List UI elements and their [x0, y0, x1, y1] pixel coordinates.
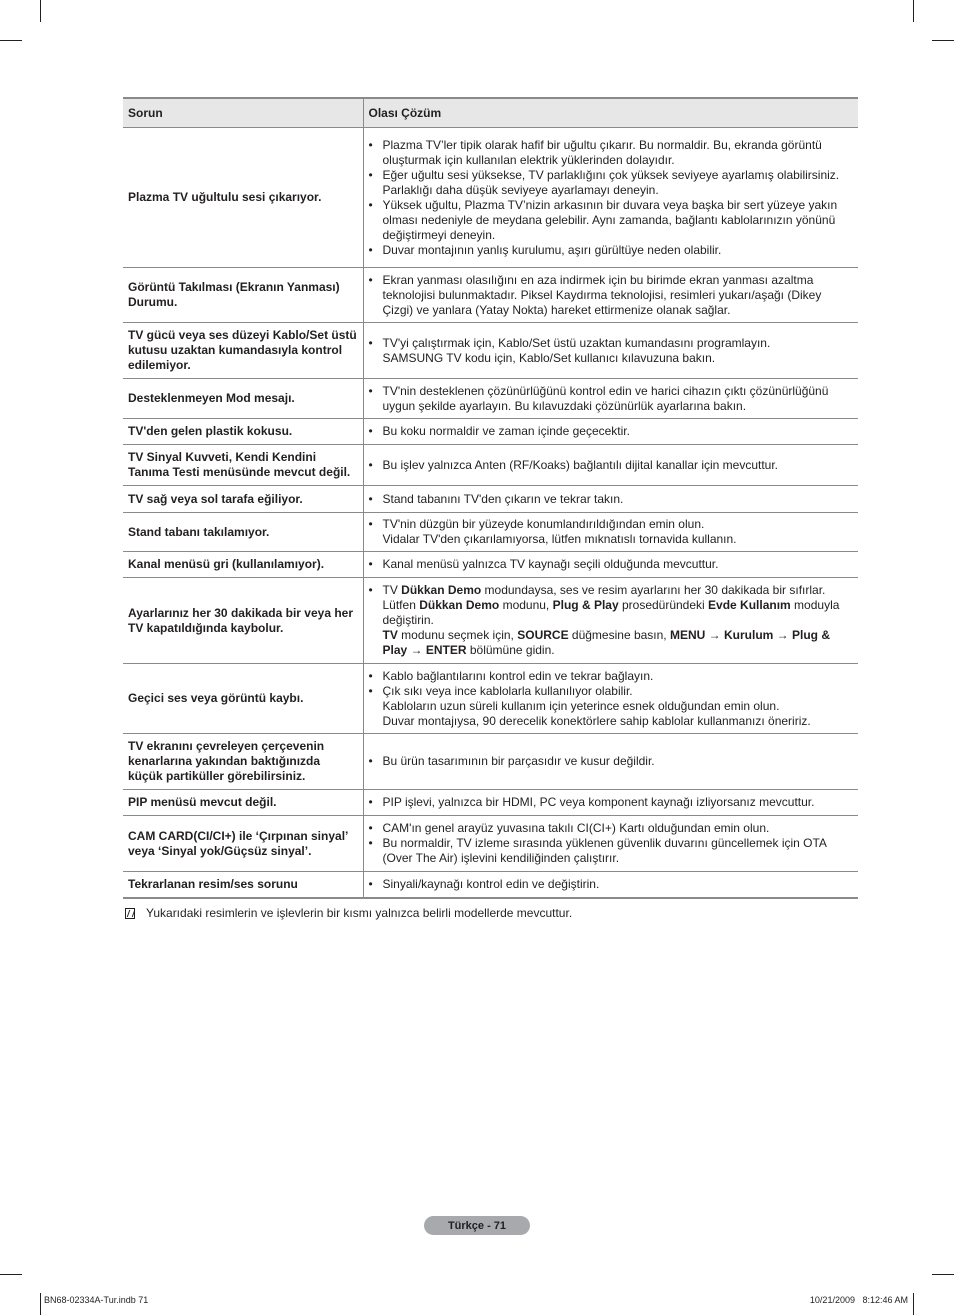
header-solution: Olası Çözüm [363, 98, 858, 128]
crop-mark-top-right-h [932, 40, 954, 41]
table-row [123, 578, 858, 664]
solution-line: • Kanal menüsü yalnızca TV kaynağı seçili olduğunda mevcuttur. [382, 557, 719, 571]
solution-line: Vidalar TV'den çıkarılamıyorsa, lütfen mıknatıslı tornavida kullanın. [382, 532, 737, 546]
solution-cell [363, 128, 858, 268]
solution-item [369, 384, 853, 414]
solution-cell [363, 268, 858, 323]
note-icon [125, 908, 135, 919]
solution-cell [363, 323, 858, 379]
emphasis: TV [382, 628, 398, 642]
solution-item [369, 795, 853, 810]
solution-line: • Stand tabanını TV'den çıkarın ve tekrar takın. [382, 491, 624, 506]
solution-line: • TV'nin düzgün bir yüzeyde konumlandırıldığından emin olun. [382, 517, 705, 531]
emphasis: Dükkan Demo [419, 598, 500, 612]
table-row [123, 268, 858, 323]
solution-list [369, 517, 853, 547]
solution-line: • TV'yi çalıştırmak için, Kablo/Set üstü uzaktan kumandasını programlayın. [382, 335, 771, 350]
solution-cell [363, 816, 858, 872]
solution-list [369, 795, 853, 810]
crop-mark-top-right-v [913, 0, 914, 22]
solution-item [369, 336, 853, 366]
solution-cell [363, 419, 858, 445]
solution-item [369, 198, 853, 243]
problem-cell: TV gücü veya ses düzeyi Kablo/Set üstü kutusu uzaktan kumandasıyla kontrol edilemiyor. [123, 323, 363, 379]
problem-cell: CAM CARD(CI/CI+) ile ‘Çırpınan sinyal’ veya ‘Sinyal yok/Güçsüz sinyal’. [123, 816, 363, 872]
solution-cell [363, 578, 858, 664]
solution-list [369, 458, 853, 473]
solution-item [369, 138, 853, 168]
problem-cell: Tekrarlanan resim/ses sorunu [123, 872, 363, 898]
solution-item [369, 669, 853, 684]
emphasis: Kurulum [724, 628, 774, 642]
emphasis: Dükkan Demo [401, 583, 482, 597]
solution-line: • Ekran yanması olasılığını en aza indirmek için bu birimde ekran yanması azaltma teknolojisi bulunmaktadır. Piksel Kaydırma teknolojisi, resimleri yukarı/aşağı (Dikey Çizgi) ve yanlara (Yatay Nokta) hareket ettirmenize olanak sağlar. [382, 272, 822, 317]
solution-line: • TV Dükkan Demo modundaysa, ses ve resim ayarlarını her 30 dakikada bir sıfırlar. Lütfen Dükkan Demo modunu, Plug & Play prosedüründeki Evde Kullanım moduyla değiştirin. [382, 583, 840, 627]
problem-cell: TV ekranını çevreleyen çerçevenin kenarlarına yakından baktığınızda küçük partiküller görebilirsiniz. [123, 734, 363, 790]
solution-line: • PIP işlevi, yalnızca bir HDMI, PC veya komponent kaynağı izliyorsanız mevcuttur. [382, 795, 815, 809]
solution-list [369, 754, 853, 769]
page-number-badge: Türkçe - 71 [424, 1216, 530, 1235]
note-text: Yukarıdaki resimlerin ve işlevlerin bir kısmı yalnızca belirli modellerde mevcuttur. [146, 906, 573, 920]
solution-cell [363, 513, 858, 552]
solution-cell [363, 379, 858, 419]
solution-cell [363, 790, 858, 816]
table-row [123, 419, 858, 445]
solution-line: • Bu işlev yalnızca Anten (RF/Koaks) bağlantılı dijital kanallar için mevcuttur. [382, 457, 779, 472]
crop-mark-top-left-v [40, 0, 41, 22]
emphasis: MENU [669, 628, 706, 642]
solution-line: TV modunu seçmek için, SOURCE düğmesine basın, MENU → Kurulum → Plug & Play → ENTER bölümüne gidin. [382, 628, 831, 657]
problem-cell: Plazma TV uğultulu sesi çıkarıyor. [123, 128, 363, 268]
solution-line: • Bu koku normaldir ve zaman içinde geçecektir. [382, 424, 630, 438]
table-row [123, 664, 858, 734]
problem-cell: Desteklenmeyen Mod mesajı. [123, 379, 363, 419]
table-body [123, 128, 858, 898]
solution-item [369, 821, 853, 836]
solution-line: • Duvar montajının yanlış kurulumu, aşırı gürültüye neden olabilir. [382, 242, 722, 257]
crop-mark-bottom-left-v [40, 1293, 41, 1315]
solution-item [369, 492, 853, 507]
solution-cell [363, 664, 858, 734]
solution-item [369, 583, 853, 658]
solution-line: • TV'nin desteklenen çözünürlüğünü kontrol edin ve harici cihazın çıktı çözünürlüğünü uygun şekilde ayarlayın. Bu kılavuzdaki çözünürlük ayarlarına bakın. [382, 383, 829, 413]
problem-cell: Ayarlarınız her 30 dakikada bir veya her TV kapatıldığında kaybolur. [123, 578, 363, 664]
solution-line: • Eğer uğultu sesi yüksekse, TV parlaklığını çok yüksek seviyeye ayarlamış olabilirsiniz. Parlaklığı daha düşük seviyeye ayarlamayı deneyin. [382, 167, 840, 197]
solution-cell [363, 872, 858, 898]
table-row [123, 790, 858, 816]
solution-line: • Plazma TV’ler tipik olarak hafif bir uğultu çıkarır. Bu normaldir. Bu, ekranda görüntü oluşturmak için kullanılan elektrik yüklerinden dolayıdır. [382, 137, 822, 167]
solution-item [369, 458, 853, 473]
emphasis: ENTER [425, 643, 467, 657]
solution-cell [363, 734, 858, 790]
troubleshooting-table [123, 97, 858, 899]
footer-timestamp: 10/21/2009 8:12:46 AM [809, 1295, 908, 1305]
footer-file-info: BN68-02334A-Tur.indb 71 [44, 1295, 149, 1305]
solution-cell [363, 552, 858, 578]
solution-list [369, 492, 853, 507]
solution-list [369, 273, 853, 318]
solution-list [369, 384, 853, 414]
solution-line: Kabloların uzun süreli kullanım için yeterince esnek olduğundan emin olun. [382, 698, 780, 713]
solution-item [369, 273, 853, 318]
table-row [123, 872, 858, 898]
solution-item [369, 517, 853, 547]
problem-cell: Geçici ses veya görüntü kaybı. [123, 664, 363, 734]
emphasis: Plug & Play [552, 598, 619, 612]
problem-cell: Stand tabanı takılamıyor. [123, 513, 363, 552]
table-row [123, 816, 858, 872]
solution-item [369, 877, 853, 892]
crop-mark-top-left-h [0, 40, 22, 41]
solution-list [369, 877, 853, 892]
problem-cell: Kanal menüsü gri (kullanılamıyor). [123, 552, 363, 578]
table-row [123, 734, 858, 790]
table-row [123, 379, 858, 419]
solution-list [369, 336, 853, 366]
note [125, 906, 572, 921]
solution-line: • Çık sıkı veya ince kablolarla kullanılıyor olabilir. [382, 683, 633, 698]
crop-mark-bottom-right-h [932, 1274, 954, 1275]
solution-item [369, 836, 853, 866]
table-row [123, 513, 858, 552]
solution-item [369, 243, 853, 258]
solution-line: • Kablo bağlantılarını kontrol edin ve tekrar bağlayın. [382, 668, 654, 683]
emphasis: SOURCE [517, 628, 569, 642]
solution-line: SAMSUNG TV kodu için, Kablo/Set kullanıcı kılavuzuna bakın. [382, 350, 716, 365]
solution-list [369, 669, 853, 729]
table-row [123, 323, 858, 379]
solution-item [369, 684, 853, 729]
problem-cell: TV Sinyal Kuvveti, Kendi Kendini Tanıma Testi menüsünde mevcut değil. [123, 445, 363, 486]
solution-cell [363, 486, 858, 513]
solution-list [369, 557, 853, 572]
solution-item [369, 424, 853, 439]
solution-cell [363, 445, 858, 486]
solution-line: • CAM'ın genel arayüz yuvasına takılı CI(CI+) Kartı olduğundan emin olun. [382, 821, 770, 835]
table-row [123, 486, 858, 513]
crop-mark-bottom-right-v [913, 1293, 914, 1315]
table-row [123, 552, 858, 578]
emphasis: Evde Kullanım [708, 598, 791, 612]
solution-line: • Yüksek uğultu, Plazma TV’nizin arkasının bir duvara veya başka bir sert yüzeye yakın olması nedeniyle de meydana gelebilir. Aynı zamanda, bağlantı kablolarınızın yönünü değiştirmeyi deneyin. [382, 197, 838, 242]
solution-list [369, 821, 853, 866]
table-header-row [123, 98, 858, 128]
solution-line: Duvar montajıysa, 90 derecelik konektörlere sahip kablolar kullanmanızı öneririz. [382, 713, 811, 728]
header-problem: Sorun [123, 98, 363, 128]
problem-cell: PIP menüsü mevcut değil. [123, 790, 363, 816]
solution-list [369, 138, 853, 258]
solution-item [369, 754, 853, 769]
table-row [123, 445, 858, 486]
solution-line: • Bu normaldir, TV izleme sırasında yüklenen güvenlik duvarını güncellemek için OTA (Over The Air) işlevini kendiliğinden çalıştırır. [382, 836, 827, 865]
problem-cell: Görüntü Takılması (Ekranın Yanması) Durumu. [123, 268, 363, 323]
emphasis: Plug & Play [382, 628, 831, 657]
solution-item [369, 557, 853, 572]
solution-line: • Bu ürün tasarımının bir parçasıdır ve kusur değildir. [382, 754, 655, 768]
solution-list [369, 583, 853, 658]
solution-item [369, 168, 853, 198]
solution-list [369, 424, 853, 439]
problem-cell: TV'den gelen plastik kokusu. [123, 419, 363, 445]
solution-line: • Sinyali/kaynağı kontrol edin ve değiştirin. [382, 876, 600, 891]
problem-cell: TV sağ veya sol tarafa eğiliyor. [123, 486, 363, 513]
crop-mark-bottom-left-h [0, 1274, 22, 1275]
table-row [123, 128, 858, 268]
